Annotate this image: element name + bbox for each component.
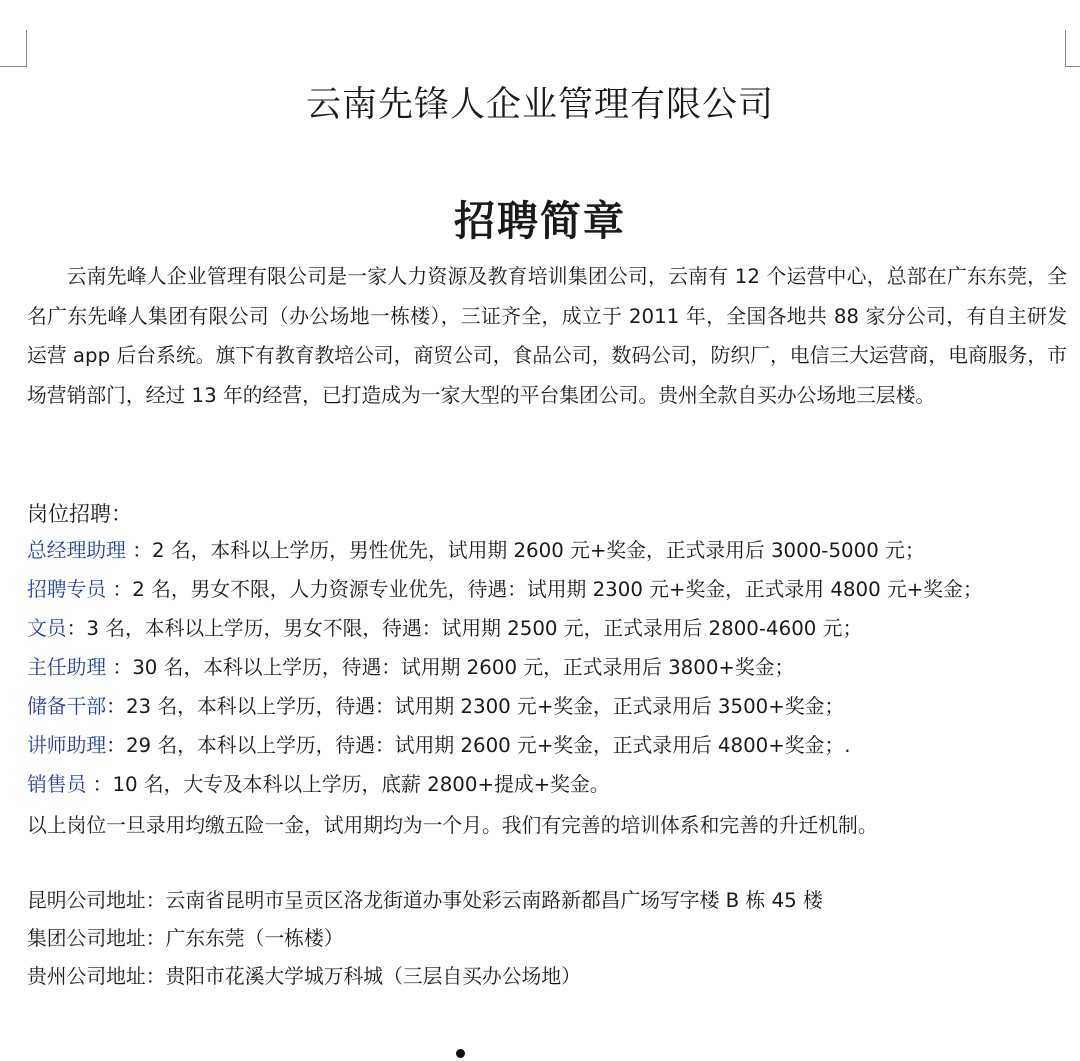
position-detail: 2 名，本科以上学历，男性优先，试用期 2600 元+奖金，正式录用后 3000-5000 元； [152,539,925,562]
position-detail: 23 名，本科以上学历，待遇：试用期 2300 元+奖金，正式录用后 3500+奖金； [125,695,845,718]
address-kunming [27,882,823,920]
position-item [27,726,983,765]
address-value: 贵阳市花溪大学城万科城（三层自买办公场地） [165,965,581,988]
page-indicator-dot [456,1049,465,1058]
position-item [27,609,983,648]
position-item [27,765,983,804]
address-label: 贵州公司地址： [27,965,166,988]
position-detail: 29 名，本科以上学历，待遇：试用期 2600 元+奖金，正式录用后 4800+奖金；. [125,734,851,757]
address-list [27,882,823,996]
position-separator: ： [106,656,133,679]
company-intro: 云南先峰人企业管理有限公司是一家人力资源及教育培训集团公司，云南有 12 个运营中心，总部在广东东莞，全名广东先峰人集团有限公司（办公场地一栋楼），三证齐全，成立于 2011 年，全国各地共 88 家分公司，有自主研发运营 app 后台系统。旗下有教育教培公司，商贸公司，食品公司，数码公司，防织厂，电信三大运营商，电商服务，市场营销部门，经过 13 年的经营，已打造成为一家大型的平台集团公司。贵州全款自买办公场地三层楼。 [27,265,1067,407]
position-item [27,531,983,570]
position-item [27,570,983,609]
position-detail: 2 名，男女不限，人力资源专业优先，待遇：试用期 2300 元+奖金，正式录用 4800 元+奖金； [132,578,983,601]
position-title: 文员 [27,617,67,640]
position-title: 讲师助理 [27,734,107,757]
crop-mark-top-left [0,30,27,67]
benefits-note: 以上岗位一旦录用均缴五险一金，试用期均为一个月。我们有完善的培训体系和完善的升迁机制。 [27,814,878,837]
position-item [27,687,983,726]
position-separator: ： [66,617,87,640]
position-title: 招聘专员 [27,578,107,601]
position-separator: ： [106,695,126,718]
position-detail: 10 名，大专及本科以上学历，底薪 2800+提成+奖金。 [112,773,610,796]
document-title: 招聘简章 [454,197,626,245]
address-guizhou [27,958,823,996]
address-group [27,920,823,958]
position-detail: 3 名，本科以上学历，男女不限，待遇：试用期 2500 元，正式录用后 2800-4600 元； [86,617,863,640]
position-detail: 30 名，本科以上学历，待遇：试用期 2600 元，正式录用后 3800+奖金； [132,656,795,679]
positions-list [27,531,983,804]
positions-heading: 岗位招聘： [27,502,132,526]
company-title: 云南先锋人企业管理有限公司 [305,85,774,125]
position-title: 主任助理 [27,656,107,679]
position-separator: ： [125,539,152,562]
address-value: 广东东莞（一栋楼） [165,927,344,950]
address-label: 昆明公司地址： [27,889,166,912]
address-value: 云南省昆明市呈贡区洛龙街道办事处彩云南路新都昌广场写字楼 B 栋 45 楼 [165,889,823,912]
position-title: 总经理助理 [27,539,126,562]
position-separator: ： [86,773,113,796]
position-separator: ： [106,578,133,601]
position-item [27,648,983,687]
crop-mark-top-right [1065,30,1080,67]
position-title: 储备干部 [27,695,107,718]
position-title: 销售员 [27,773,87,796]
address-label: 集团公司地址： [27,927,166,950]
position-separator: ： [106,734,126,757]
